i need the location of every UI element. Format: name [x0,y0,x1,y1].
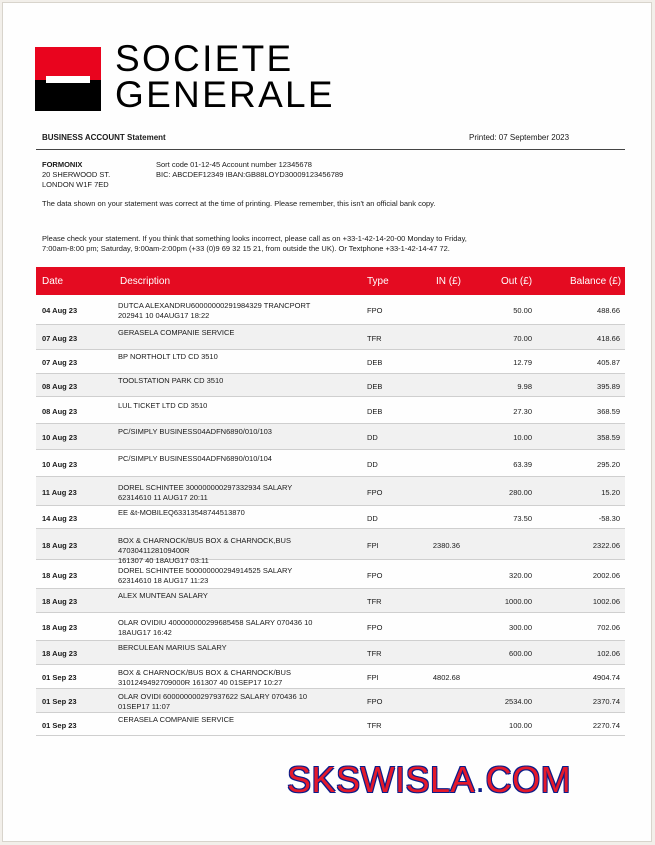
watermark-name: SKSWISLA [287,759,476,800]
row-description-line-1: OLAR OVIDIU 400000000299685458 SALARY 070436 10 [118,618,313,627]
table-row [36,450,625,477]
row-type: FPI [367,673,379,682]
row-balance: 488.66 [597,306,620,315]
brand-line-2: GENERALE [115,74,335,115]
row-type: DD [367,433,378,442]
row-description [118,454,363,464]
row-date: 07 Aug 23 [42,334,78,343]
row-description-line-1: BOX & CHARNOCK/BUS BOX & CHARNOCK/BUS [118,668,291,677]
account-details [156,160,343,180]
table-row [36,560,625,589]
row-balance: 405.87 [597,358,620,367]
table-row [36,665,625,689]
row-balance: -58.30 [598,514,620,523]
row-out: 2534.00 [504,697,532,706]
table-row [36,397,625,424]
column-type: Type [367,276,389,287]
row-description-line-1: DOREL SCHINTEE 500000000294914525 SALARY [118,566,293,575]
row-description [118,692,363,712]
brand-name [115,38,335,115]
table-row [36,713,625,736]
printed-date: Printed: 07 September 2023 [469,133,570,142]
table-row [36,424,625,450]
row-date: 01 Sep 23 [42,697,77,706]
row-balance: 395.89 [597,382,620,391]
row-type: TFR [367,597,382,606]
row-type: TFR [367,334,382,343]
brand-line-1: SOCIETE [115,38,294,79]
row-description [118,376,363,386]
row-description-line-1: LUL TICKET LTD CD 3510 [118,401,208,410]
row-balance: 4904.74 [592,673,620,682]
row-description-line-2: 18AUG17 16:42 [118,628,172,637]
table-row [36,589,625,613]
row-balance: 702.06 [597,623,620,632]
row-out: 27.30 [513,407,532,416]
row-description-line-2: 62314610 11 AUG17 20:11 [118,493,208,502]
row-date: 10 Aug 23 [42,460,78,469]
row-date: 11 Aug 23 [42,488,77,497]
row-out: 1000.00 [504,597,532,606]
row-type: DD [367,460,378,469]
row-type: TFR [367,721,382,730]
table-row [36,641,625,665]
customer-address-line-2: LONDON W1F 7ED [42,180,109,189]
customer-address-line-1: 20 SHERWOOD ST. [42,170,111,179]
row-description [118,618,363,638]
header-divider [36,149,625,150]
row-balance: 2322.06 [592,541,620,550]
transactions-table-header [36,267,625,295]
row-balance: 2270.74 [592,721,620,730]
societe-generale-logo-icon [35,47,101,111]
row-date: 07 Aug 23 [42,358,78,367]
table-row [36,689,625,713]
row-type: FPO [367,623,383,632]
row-description [118,566,363,586]
row-balance: 2002.06 [592,571,620,580]
table-row [36,350,625,374]
table-row [36,477,625,506]
table-row [36,295,625,325]
check-statement-note: Please check your statement. If you think that something looks incorrect, please call as on +33-1-42-14-20-00 Monday to Friday, 7:00am-8:00 pm; Saturday, 9:00am-2:00pm (+33 (0)9 69 32 15 21, from outside the UK). Or Textphone +33-1-42-14-47 72. [42,234,467,253]
row-date: 18 Aug 23 [42,541,78,550]
row-date: 08 Aug 23 [42,407,78,416]
row-balance: 15.20 [601,488,620,497]
row-description-line-2: 62314610 18 AUG17 11:23 [118,576,209,585]
row-balance: 358.59 [597,433,620,442]
column-balance: Balance (£) [570,276,622,287]
row-out: 600.00 [509,649,532,658]
row-out: 280.00 [509,488,532,497]
row-type: DEB [367,358,383,367]
row-type: DEB [367,407,383,416]
row-description-line-2: 202941 10 04AUG17 18:22 [118,311,210,320]
row-description [118,668,363,688]
row-balance: 1002.06 [592,597,620,606]
row-balance: 295.20 [597,460,620,469]
row-description-line-1: OLAR OVIDI 600000000297937622 SALARY 070436 10 [118,692,308,701]
row-balance: 2370.74 [592,697,620,706]
row-date: 18 Aug 23 [42,571,78,580]
row-description-line-1: BERCULEAN MARIUS SALARY [118,643,227,652]
row-out: 300.00 [509,623,532,632]
row-type: FPO [367,571,383,580]
row-description-line-2: 3101249492709000R 161307 40 01SEP17 10:27 [118,678,283,687]
row-description-line-1: BP NORTHOLT LTD CD 3510 [118,352,218,361]
bic-iban: BIC: ABCDEF12349 IBAN:GB88LOYD30009123456789 [156,170,344,179]
row-balance: 418.66 [597,334,620,343]
watermark [287,759,571,801]
table-row [36,613,625,641]
row-balance: 102.06 [597,649,620,658]
sort-code-account-number: Sort code 01-12-45 Account number 12345678 [156,160,312,169]
column-out: Out (£) [501,276,533,287]
row-date: 08 Aug 23 [42,382,78,391]
table-row [36,506,625,529]
row-description [118,401,363,411]
transactions-table-body [36,295,625,736]
column-in: IN (£) [436,276,461,287]
row-type: FPO [367,306,383,315]
row-description [118,508,363,518]
statement-page [2,2,652,842]
row-type: TFR [367,649,382,658]
table-row [36,529,625,565]
row-out: 63.39 [513,460,532,469]
watermark-dot: . [475,759,486,800]
row-type: DEB [367,382,383,391]
row-description-line-1: TOOLSTATION PARK CD 3510 [118,376,224,385]
row-description-line-1: PC/SIMPLY BUSINESS04ADFN6890/010/103 [118,427,272,436]
row-date: 01 Sep 23 [42,721,77,730]
row-description-line-1: CERASELA COMPANIE SERVICE [118,715,235,724]
watermark-tld: COM [485,759,572,800]
customer-company: FORMONIX [42,160,83,169]
row-type: FPI [367,541,379,550]
row-description [118,427,363,437]
row-out: 9.98 [517,382,532,391]
row-out: 12.79 [513,358,532,367]
column-date: Date [42,276,64,287]
row-date: 14 Aug 23 [42,514,78,523]
row-description [118,301,363,321]
row-date: 10 Aug 23 [42,433,78,442]
row-description-line-1: DOREL SCHINTEE 300000000297332934 SALARY [118,483,293,492]
row-balance: 368.59 [597,407,620,416]
row-description-line-1: PC/SIMPLY BUSINESS04ADFN6890/010/104 [118,454,272,463]
row-description [118,352,363,362]
row-out: 100.00 [509,721,532,730]
row-description-line-1: DUTCA ALEXANDRU60000000291984329 TRANCPORT [118,301,311,310]
row-in: 4802.68 [432,673,460,682]
customer-address [42,160,110,190]
row-date: 18 Aug 23 [42,597,78,606]
row-description [118,328,363,338]
row-out: 10.00 [513,433,532,442]
row-description-line-2: 161307 40 18AUG17 03:11 [118,556,209,565]
row-type: FPO [367,697,383,706]
column-description: Description [120,276,171,287]
row-description [118,483,363,503]
row-type: FPO [367,488,383,497]
row-description [118,643,363,653]
row-description-line-2: 01SEP17 11:07 [118,702,170,711]
row-description [118,715,363,725]
row-date: 18 Aug 23 [42,649,78,658]
row-description-line-1: ALEX MUNTEAN SALARY [118,591,208,600]
row-out: 50.00 [513,306,532,315]
row-in: 2380.36 [432,541,460,550]
row-description-line-1: BOX & CHARNOCK/BUS BOX & CHARNOCK,BUS 4703041128109400R [118,536,291,555]
row-description-line-1: GERASELA COMPANIE SERVICE [118,328,235,337]
row-date: 01 Sep 23 [42,673,77,682]
table-row [36,374,625,397]
table-row [36,325,625,350]
row-out: 320.00 [509,571,532,580]
row-description [118,591,363,601]
row-out: 70.00 [513,334,532,343]
row-type: DD [367,514,378,523]
row-description-line-1: EE &t-MOBILEQ63313548744513870 [118,508,245,517]
row-date: 04 Aug 23 [42,306,78,315]
statement-title: BUSINESS ACCOUNT Statement [42,133,166,142]
row-out: 73.50 [513,514,532,523]
row-date: 18 Aug 23 [42,623,78,632]
accuracy-note: The data shown on your statement was correct at the time of printing. Please remember, this isn't an official bank copy. [42,199,436,208]
